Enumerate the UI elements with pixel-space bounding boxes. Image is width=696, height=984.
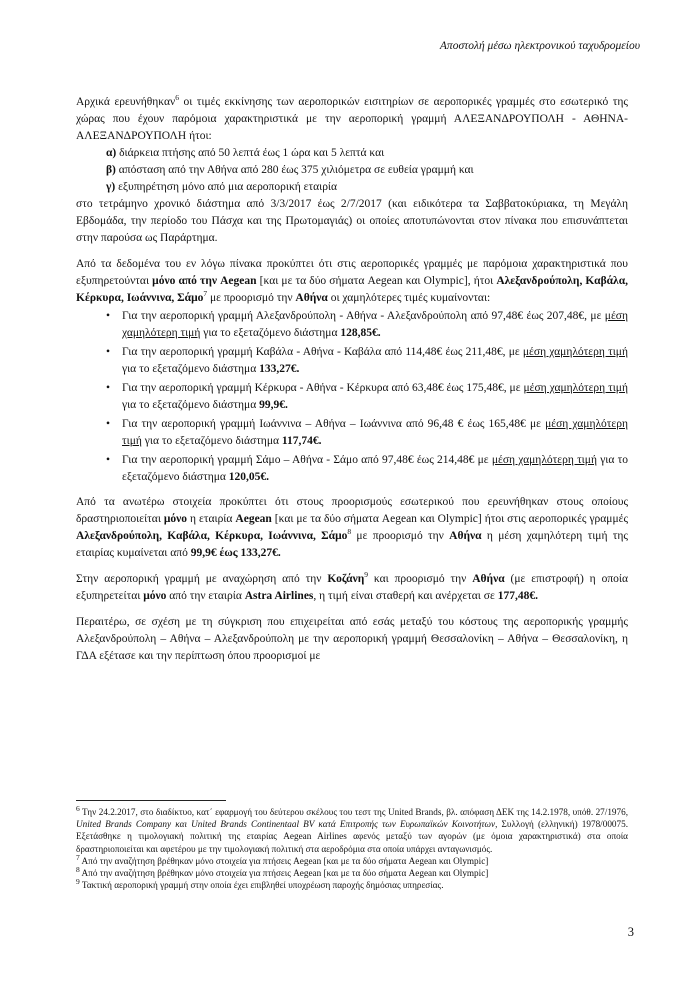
text: η μέση χαμηλότερη τιμή της εταιρίας κυμαίνεται από bbox=[76, 530, 628, 559]
text: η εταιρία bbox=[187, 513, 236, 525]
footnote-number: 8 bbox=[76, 864, 80, 874]
emphasis: Αθήνα bbox=[449, 530, 482, 542]
condition-text: απόσταση από την Αθήνα από 280 έως 375 χιλιόμετρα σε ευθεία γραμμή και bbox=[115, 164, 474, 176]
footnote-9 bbox=[76, 879, 628, 891]
comparison-paragraph: Περαιτέρω, σε σχέση με τη σύγκριση που επιχειρείται από εσάς μεταξύ του κόστους της αεροπορικής γραμμής Αλεξανδρούπολη – Αθήνα – Αλεξανδρούπολη με την αεροπορική γραμμή Θεσσαλονίκη – Αθήνα – Θεσσαλονίκη, η ΓΔΑ εξέτασε και την περίπτωση όπου προορισμοί με bbox=[76, 616, 628, 662]
destinations: Αλεξανδρούπολη, Καβάλα, Κέρκυρα, Ιωάννινα, Σάμο bbox=[76, 275, 628, 304]
price-list bbox=[76, 308, 628, 486]
text: για το εξεταζόμενο διάστημα bbox=[200, 327, 341, 339]
emphasis: μόνο από την Aegean bbox=[152, 275, 257, 287]
condition-text: διάρκεια πτήσης από 50 λεπτά έως 1 ώρα και 5 λεπτά και bbox=[116, 147, 385, 159]
text: με προορισμό την bbox=[351, 530, 450, 542]
destinations: Αλεξανδρούπολη, Καβάλα, Κέρκυρα, Ιωάννινα, Σάμο bbox=[76, 530, 348, 542]
footnote-divider bbox=[76, 800, 226, 801]
text: , Συλλογή (ελληνική) 1978/00075. Εξετάσθηκε η τιμολογιακή πολιτική της εταιρίας Aegean Airlines αφενός μεταξύ των αγορών (με όμοια χαρακτηριστικά) στα οποία δραστηριοποιείται και αφετέρου με την τιμολογιακή πολιτική στα αεροδρόμια στα οποία υπάρχει ανταγωνισμός. bbox=[76, 819, 628, 854]
page-number: 3 bbox=[627, 925, 634, 939]
underlined-text: μέση χαμηλότερη τιμή bbox=[491, 454, 597, 466]
text: Για την αεροπορική γραμμή Κέρκυρα - Αθήνα - Κέρκυρα από 63,48€ έως 175,48€, με bbox=[122, 382, 524, 394]
text: Από τα δεδομένα του εν λόγω πίνακα προκύπτει ότι στις αεροπορικές γραμμές με παρόμοια χαρακτηριστικά που εξυπηρετούνται bbox=[76, 258, 628, 287]
document-body bbox=[76, 94, 628, 674]
text: Για την αεροπορική γραμμή Σάμο – Αθήνα - Σάμο από 97,48€ έως 214,48€ με bbox=[122, 454, 492, 466]
aegean-paragraph bbox=[76, 256, 628, 307]
footnote-8 bbox=[76, 864, 628, 879]
price-value: 99,9€. bbox=[259, 399, 288, 411]
page-header: Αποστολή μέσω ηλεκτρονικού ταχυδρομείου bbox=[439, 40, 640, 52]
summary-paragraph bbox=[76, 494, 628, 562]
footnote-ref-6[interactable]: 6 bbox=[175, 93, 179, 103]
text: οι χαμηλότερες τιμές κυμαίνονται: bbox=[327, 292, 491, 304]
kozani-paragraph bbox=[76, 571, 628, 605]
emphasis: μόνο bbox=[143, 590, 167, 602]
text: Από τα ανωτέρω στοιχεία προκύπτει ότι στους προορισμούς εσωτερικού που ερευνήθηκαν στους οποίους δραστηριοποιείται bbox=[76, 496, 628, 525]
text: για το εξεταζόμενο διάστημα bbox=[122, 363, 260, 375]
price-value: 128,85€. bbox=[340, 327, 381, 339]
text: για το εξεταζόμενο διάστημα bbox=[122, 454, 628, 483]
list-item bbox=[106, 344, 628, 378]
price-value: 117,74€. bbox=[281, 435, 322, 447]
intro-text: Αρχικά ερευνήθηκαν bbox=[76, 96, 176, 108]
text: για το εξεταζόμενο διάστημα bbox=[141, 435, 282, 447]
price-value: 120,05€. bbox=[228, 471, 270, 483]
period-paragraph: στο τετράμηνο χρονικό διάστημα από 3/3/2017 έως 2/7/2017 (και ειδικότερα τα Σαββατοκύριακα, τη Μεγάλη Εβδομάδα, την περίοδο του Πάσχα και της Πρωτομαγιάς) οι οποίες αποτυπώνονται στον πίνακα που επισυνάπτεται στην παρούσα ως Παράρτημα. bbox=[76, 198, 628, 244]
emphasis: Αθήνα bbox=[295, 292, 328, 304]
text: Για την αεροπορική γραμμή Αλεξανδρούπολη - Αθήνα - Αλεξανδρούπολη από 97,48€ έως 207,48€, με bbox=[122, 310, 605, 322]
price-range: 99,9€ έως 133,27€. bbox=[190, 547, 281, 559]
text: Για την αεροπορική γραμμή Ιωάννινα – Αθήνα – Ιωάννινα από 96,48 € έως 165,48€ με bbox=[122, 418, 546, 430]
emphasis: Astra Airlines bbox=[244, 590, 314, 602]
condition-text: εξυπηρέτηση μόνο από μια αεροπορική εταιρία bbox=[115, 181, 338, 193]
list-item bbox=[106, 308, 628, 342]
text: Από την αναζήτηση βρέθηκαν μόνο στοιχεία για πτήσεις Aegean [και με τα δύο σήματα Aegean και Olympic] bbox=[79, 855, 489, 866]
text: , η τιμή είναι σταθερή και ανέρχεται σε bbox=[313, 590, 498, 602]
text: Στην αεροπορική γραμμή με αναχώρηση από την bbox=[76, 573, 328, 585]
list-item bbox=[106, 416, 628, 450]
footnote-number: 7 bbox=[76, 852, 80, 862]
underlined-text: μέση χαμηλότερη τιμή bbox=[122, 418, 628, 447]
text: Την 24.2.2017, στο διαδίκτυο, κατ΄ εφαρμογή του δεύτερου σκέλους του τεστ της United Brands, βλ. απόφαση ΔΕΚ της 14.2.1978, υπόθ. 27/1976, bbox=[79, 807, 628, 817]
emphasis: Aegean bbox=[235, 513, 272, 525]
condition-item bbox=[106, 179, 628, 196]
footnote-ref-8[interactable]: 8 bbox=[347, 527, 352, 537]
footnotes bbox=[76, 800, 628, 891]
intro-paragraph bbox=[76, 94, 628, 145]
footnote-ref-9[interactable]: 9 bbox=[364, 570, 369, 580]
emphasis: Αθήνα bbox=[472, 573, 505, 585]
underlined-text: μέση χαμηλότερη τιμή bbox=[523, 382, 628, 394]
footnote-number: 9 bbox=[76, 877, 80, 887]
emphasis: μόνο bbox=[163, 513, 188, 525]
intro-text-cont: οι τιμές εκκίνησης των αεροπορικών εισιτηρίων σε αεροπορικές γραμμές στο εσωτερικό της χώρας που έχουν παρόμοια χαρακτηριστικά με την αεροπορική γραμμή ΑΛΕΞΑΝΔΡΟΥΠΟΛΗ - ΑΘΗΝΑ-ΑΛΕΞΑΝΔΡΟΥΠΟΛΗ ήτοι: bbox=[76, 96, 628, 142]
case-title: United Brands Company και United Brands Continentaal BV κατά Επιτροπής των Ευρωπαϊκών Κοινοτήτων bbox=[76, 819, 496, 830]
text: και προορισμό την bbox=[368, 573, 473, 585]
underlined-text: μέση χαμηλότερη τιμή bbox=[122, 310, 628, 339]
footnote-6 bbox=[76, 803, 628, 855]
text: (με επιστροφή) η οποία εξυπηρετείται bbox=[76, 573, 628, 602]
text: [και με τα δύο σήματα Aegean και Olympic], ήτοι bbox=[256, 275, 497, 287]
text: με προορισμό την bbox=[207, 292, 296, 304]
text: Από την αναζήτηση βρέθηκαν μόνο στοιχεία για πτήσεις Aegean [και με τα δύο σήματα Aegean και Olympic] bbox=[79, 868, 489, 879]
condition-label: β) bbox=[106, 164, 116, 176]
text: [και με τα δύο σήματα Aegean και Olympic] ήτοι στις αεροπορικές γραμμές bbox=[271, 513, 629, 525]
condition-label: γ) bbox=[106, 181, 116, 193]
condition-label: α) bbox=[106, 147, 117, 159]
footnote-number: 6 bbox=[76, 803, 80, 813]
condition-item bbox=[106, 162, 628, 179]
emphasis: Κοζάνη bbox=[327, 573, 365, 585]
footnote-7 bbox=[76, 852, 628, 867]
text: από την εταιρία bbox=[166, 590, 245, 602]
text: για το εξεταζόμενο διάστημα bbox=[122, 399, 260, 411]
list-item bbox=[106, 380, 628, 414]
footnote-ref-7[interactable]: 7 bbox=[203, 289, 208, 299]
list-item bbox=[106, 452, 628, 486]
price-value: 177,48€. bbox=[497, 590, 538, 602]
text: Για την αεροπορική γραμμή Καβάλα - Αθήνα - Καβάλα από 114,48€ έως 211,48€, με bbox=[122, 346, 523, 358]
price-value: 133,27€. bbox=[259, 363, 300, 375]
text: Τακτική αεροπορική γραμμή στην οποία έχει επιβληθεί υποχρέωση παροχής δημόσιας υπηρεσίας. bbox=[79, 880, 444, 891]
condition-item bbox=[106, 145, 628, 162]
underlined-text: μέση χαμηλότερη τιμή bbox=[522, 346, 628, 358]
